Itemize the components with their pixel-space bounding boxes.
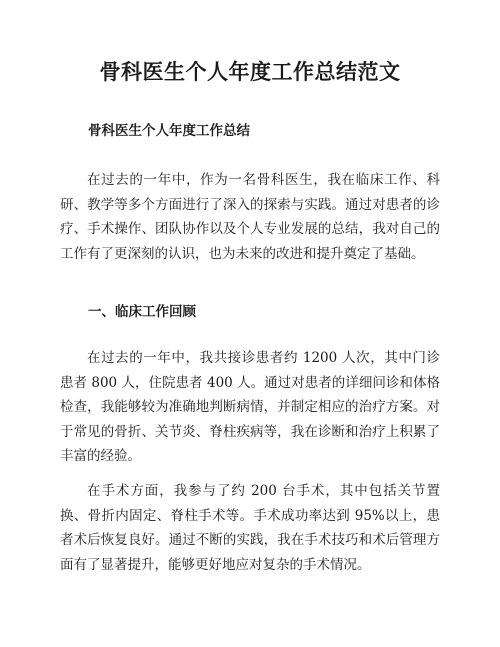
- section-heading-clinical: 一、临床工作回顾: [88, 304, 196, 320]
- clinical-paragraph-2: 在手术方面，我参与了约 200 台手术，其中包括关节置换、骨折内固定、脊柱手术等。手术成功率达到 95%以上，患者术后恢复良好。通过不断的实践，我在手术技巧和术后管理方面有了显著提升，能够更好地应对复杂的手术情况。: [60, 483, 440, 573]
- document-subtitle: 骨科医生个人年度工作总结: [88, 123, 250, 139]
- intro-paragraph: 在过去的一年中，作为一名骨科医生，我在临床工作、科研、教学等多个方面进行了深入的探索与实践。通过对患者的诊疗、手术操作、团队协作以及个人专业发展的总结，我对自己的工作有了更深刻的认识，也为未来的改进和提升奠定了基础。: [60, 172, 440, 262]
- clinical-paragraph-1: 在过去的一年中，我共接诊患者约 1200 人次，其中门诊患者 800 人，住院患者 400 人。通过对患者的详细问诊和体格检查，我能够较为准确地判断病情，并制定相应的治疗方案。对于常见的骨折、关节炎、脊柱疾病等，我在诊断和治疗上积累了丰富的经验。: [60, 350, 440, 464]
- document-title: 骨科医生个人年度工作总结范文: [99, 60, 401, 84]
